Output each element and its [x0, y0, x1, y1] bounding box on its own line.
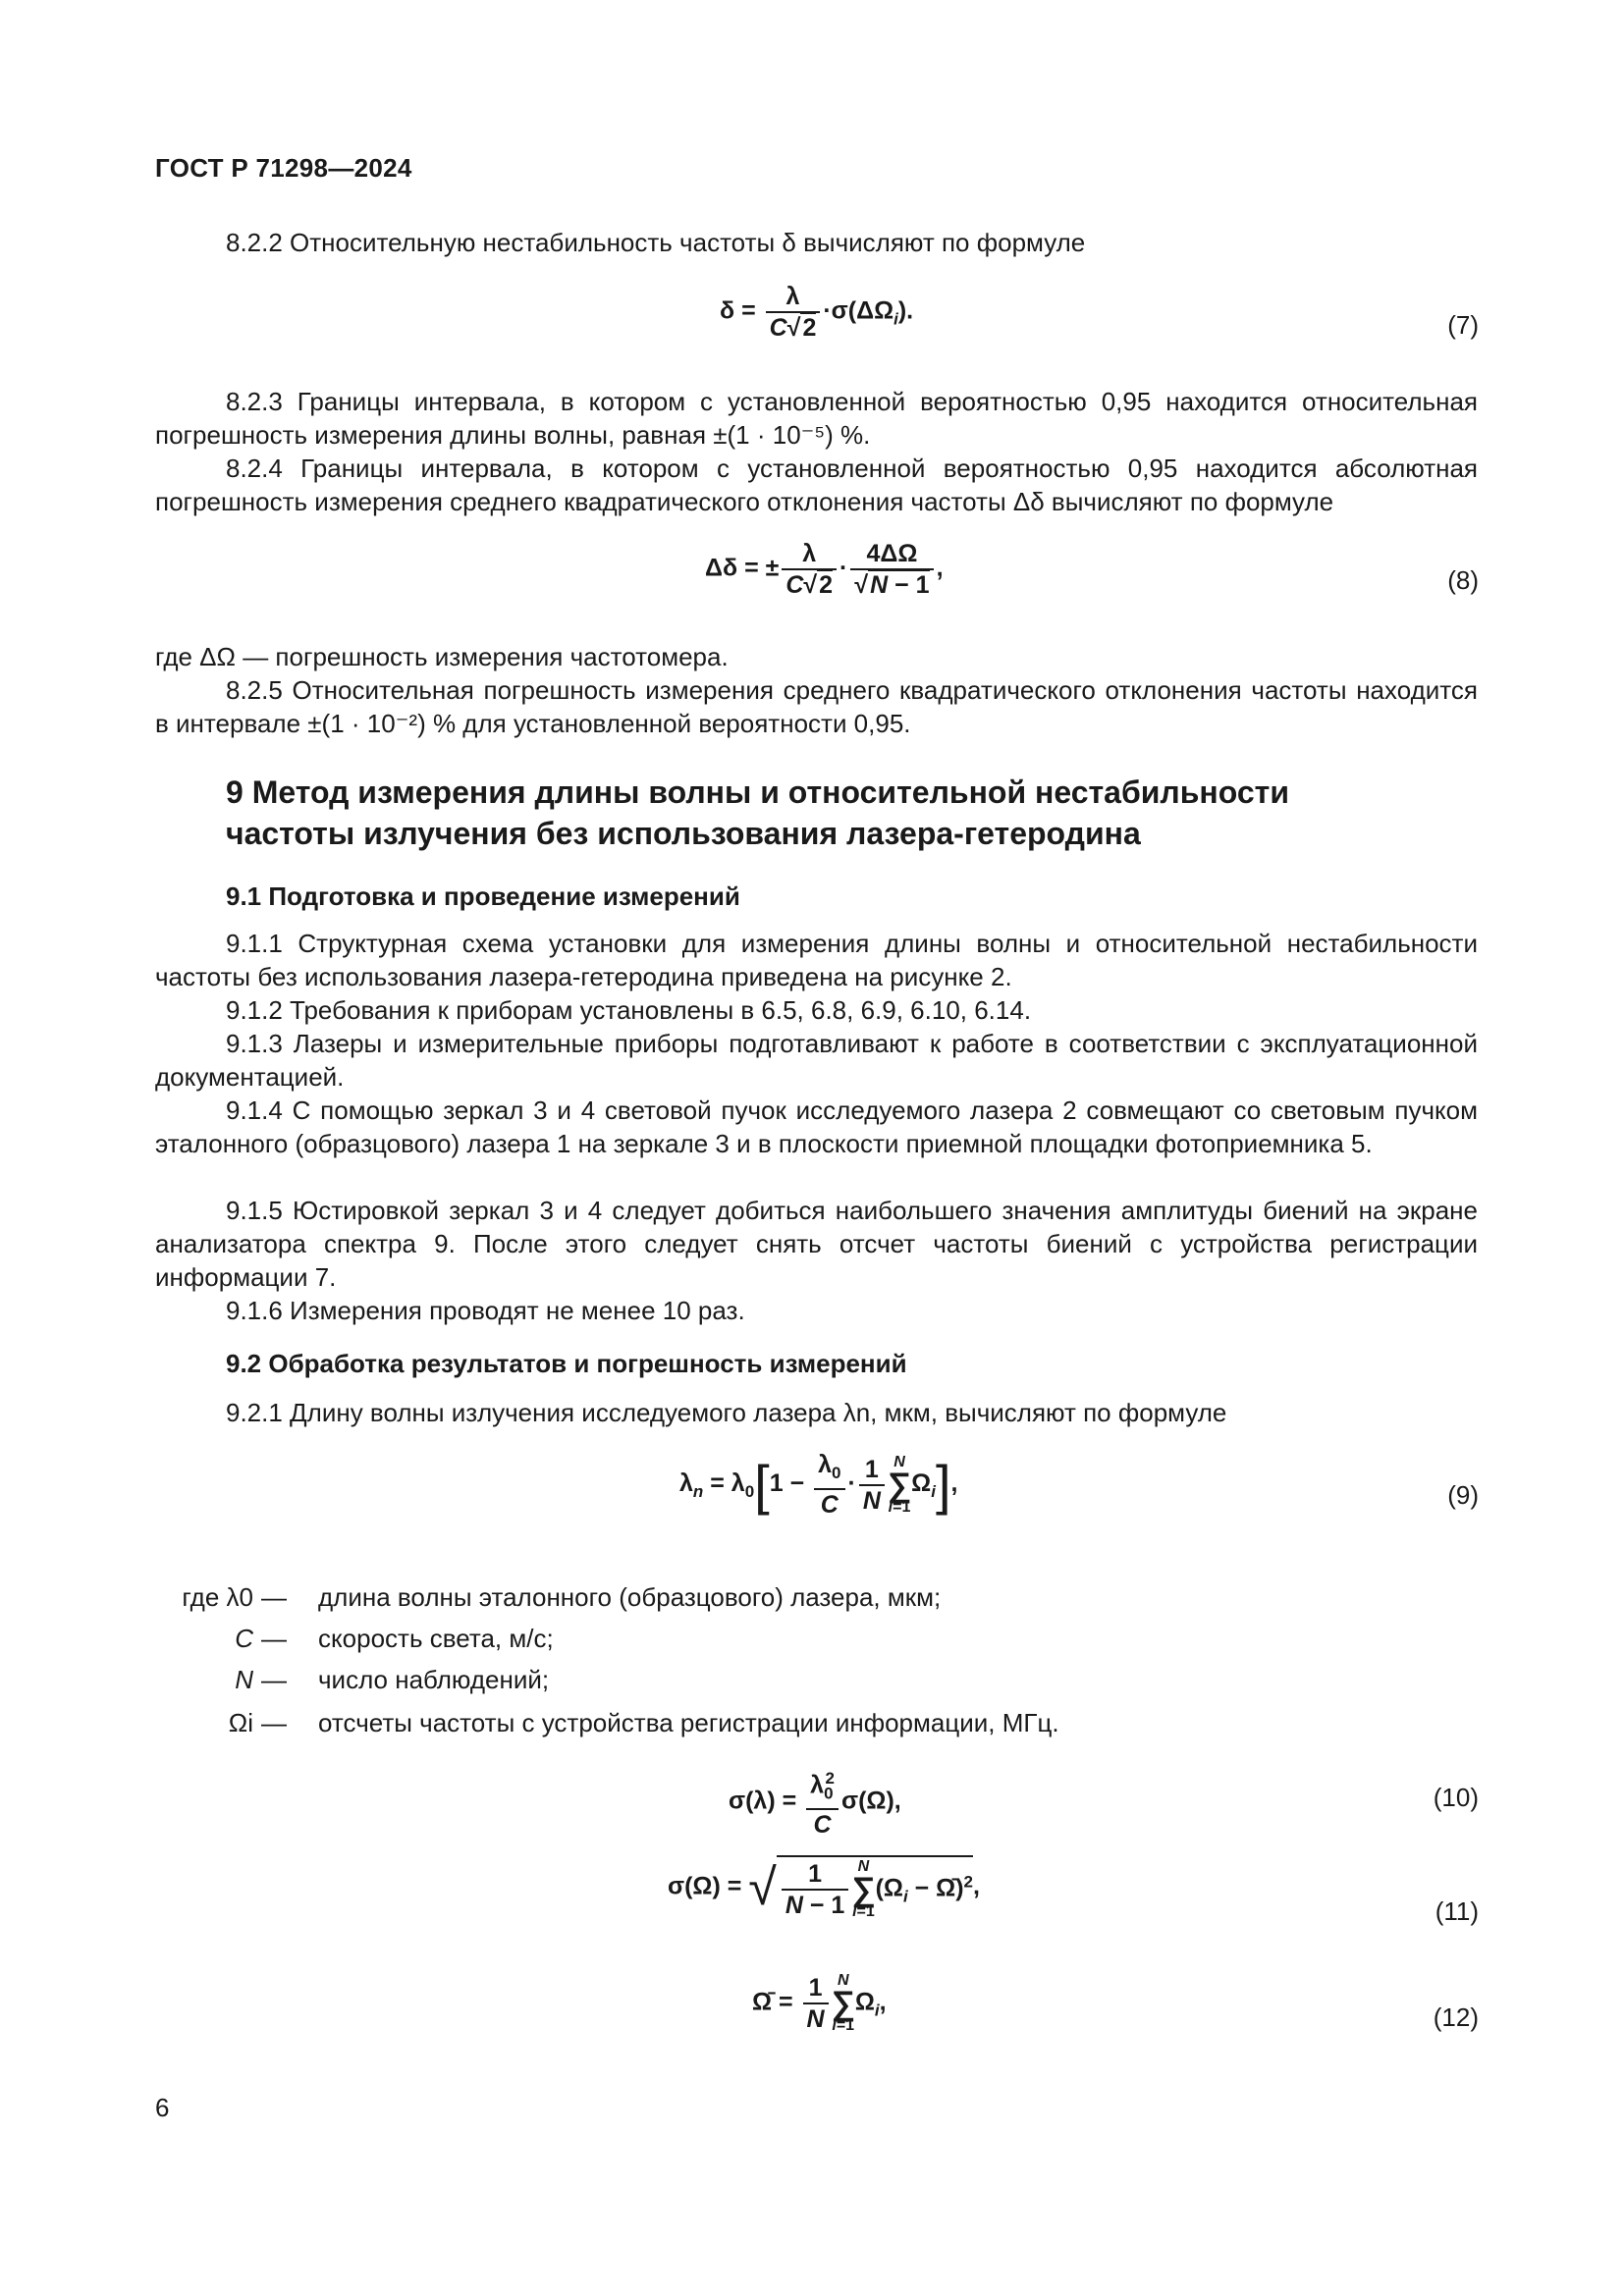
def-dash: — — [261, 1708, 287, 1737]
where-delta-omega: где ΔΩ — погрешность измерения частотомера. — [155, 642, 729, 671]
paragraph-8-2-3: 8.2.3 Границы интервала, в котором с установленной вероятностью 0,95 находится относительная погрешность измерения длины волны, равная ±(1 · 10⁻⁵) %. — [155, 387, 1478, 450]
equation-number-9: (9) — [1447, 1480, 1479, 1510]
def-text-lambda0: длина волны эталонного (образцового) лазера, мкм; — [318, 1582, 942, 1612]
def-symbol-c: C — [235, 1624, 253, 1653]
equation-number-7: (7) — [1447, 310, 1479, 340]
def-text-c: скорость света, м/с; — [318, 1624, 554, 1653]
paragraph-9-1-3: 9.1.3 Лазеры и измерительные приборы подготавливают к работе в соответствии с эксплуатационной документацией. — [155, 1029, 1478, 1092]
page-number: 6 — [155, 2093, 170, 2122]
def-symbol-n: N — [235, 1665, 253, 1694]
formula-9: $\lambda_n = \lambda_0[1$ − $\frac{\lambda_0}{C}$ · $\frac{1}{N}$ N ∑ i=1 $\Omega_i$], — [679, 1451, 958, 1519]
formula-12: Ω̄ = $\frac{1}{N}$ N ∑ i=1 $\Omega_i$, — [752, 1972, 887, 2034]
paragraph-9-1-4: 9.1.4 С помощью зеркал 3 и 4 световой пучок исследуемого лазера 2 совмещают со световым пучком эталонного (образцового) лазера 1 на зеркале 3 и в плоскости приемной площадки фотоприемника 5. — [155, 1095, 1478, 1158]
equation-number-10: (10) — [1433, 1783, 1479, 1812]
paragraph-9-1-6: 9.1.6 Измерения проводят не менее 10 раз. — [226, 1296, 745, 1325]
formula-7: δ = $\frac{\lambda}{C√2}$ $\cdot\sigma(\Delta\Omega_i)$. — [720, 283, 914, 342]
def-symbol-lambda0: где λ0 — [182, 1582, 253, 1612]
document-header: ГОСТ Р 71298—2024 — [155, 153, 412, 183]
paragraph-8-2-2: 8.2.2 Относительную нестабильность частоты δ вычисляют по формуле — [226, 228, 1086, 257]
formula-8: Δδ = ± $\frac{\lambda}{C√2}$ · $\frac{4\Delta\Omega}{√N - 1}$ , — [705, 540, 944, 599]
def-text-n: число наблюдений; — [318, 1665, 550, 1694]
section-9-title — [226, 772, 1289, 854]
section-9-title-line-2: частоты излучения без использования лазера-гетеродина — [226, 816, 1141, 851]
paragraph-9-1-2: 9.1.2 Требования к приборам установлены в 6.5, 6.8, 6.9, 6.10, 6.14. — [226, 995, 1032, 1025]
section-9-title-line-1: 9 Метод измерения длины волны и относительной нестабильности — [226, 774, 1289, 810]
subsection-9-1-title: 9.1 Подготовка и проведение измерений — [226, 881, 740, 911]
def-dash: — — [261, 1624, 287, 1653]
equation-number-8: (8) — [1447, 565, 1479, 595]
paragraph-8-2-4: 8.2.4 Границы интервала, в котором с установленной вероятностью 0,95 находится абсолютная погрешность измерения среднего квадратического отклонения частоты Δδ вычисляют по формуле — [155, 454, 1478, 516]
paragraph-9-2-1: 9.2.1 Длину волны излучения исследуемого лазера λn, мкм, вычисляют по формуле — [226, 1398, 1227, 1427]
formula-11: σ(Ω) = √ $\frac{1}{N - 1}$ N ∑ i=1 ($\Omega_i$ − Ω̄)$^2$, — [668, 1855, 980, 1920]
def-text-omega-i: отсчеты частоты с устройства регистрации информации, МГц. — [318, 1708, 1059, 1737]
def-symbol-omega-i: Ωi — [228, 1708, 253, 1737]
paragraph-9-1-1: 9.1.1 Структурная схема установки для измерения длины волны и относительной нестабильности частоты без использования лазера-гетеродина приведена на рисунке 2. — [155, 929, 1478, 991]
def-dash: — — [261, 1582, 287, 1612]
equation-number-12: (12) — [1433, 2002, 1479, 2032]
formula-10: σ(λ) = $\frac{\lambda_0^2}{C}$ σ(Ω), — [729, 1765, 901, 1839]
paragraph-9-1-5: 9.1.5 Юстировкой зеркал 3 и 4 следует добиться наибольшего значения амплитуды биений на экране анализатора спектра 9. После этого следует снять отсчет частоты биений с устройства регистрации информации 7. — [155, 1196, 1478, 1292]
equation-number-11: (11) — [1435, 1896, 1479, 1926]
paragraph-8-2-5: 8.2.5 Относительная погрешность измерения среднего квадратического отклонения частоты находится в интервале ±(1 · 10⁻²) % для установленной вероятности 0,95. — [155, 675, 1478, 738]
subsection-9-2-title: 9.2 Обработка результатов и погрешность измерений — [226, 1349, 907, 1378]
def-dash: — — [261, 1665, 287, 1694]
